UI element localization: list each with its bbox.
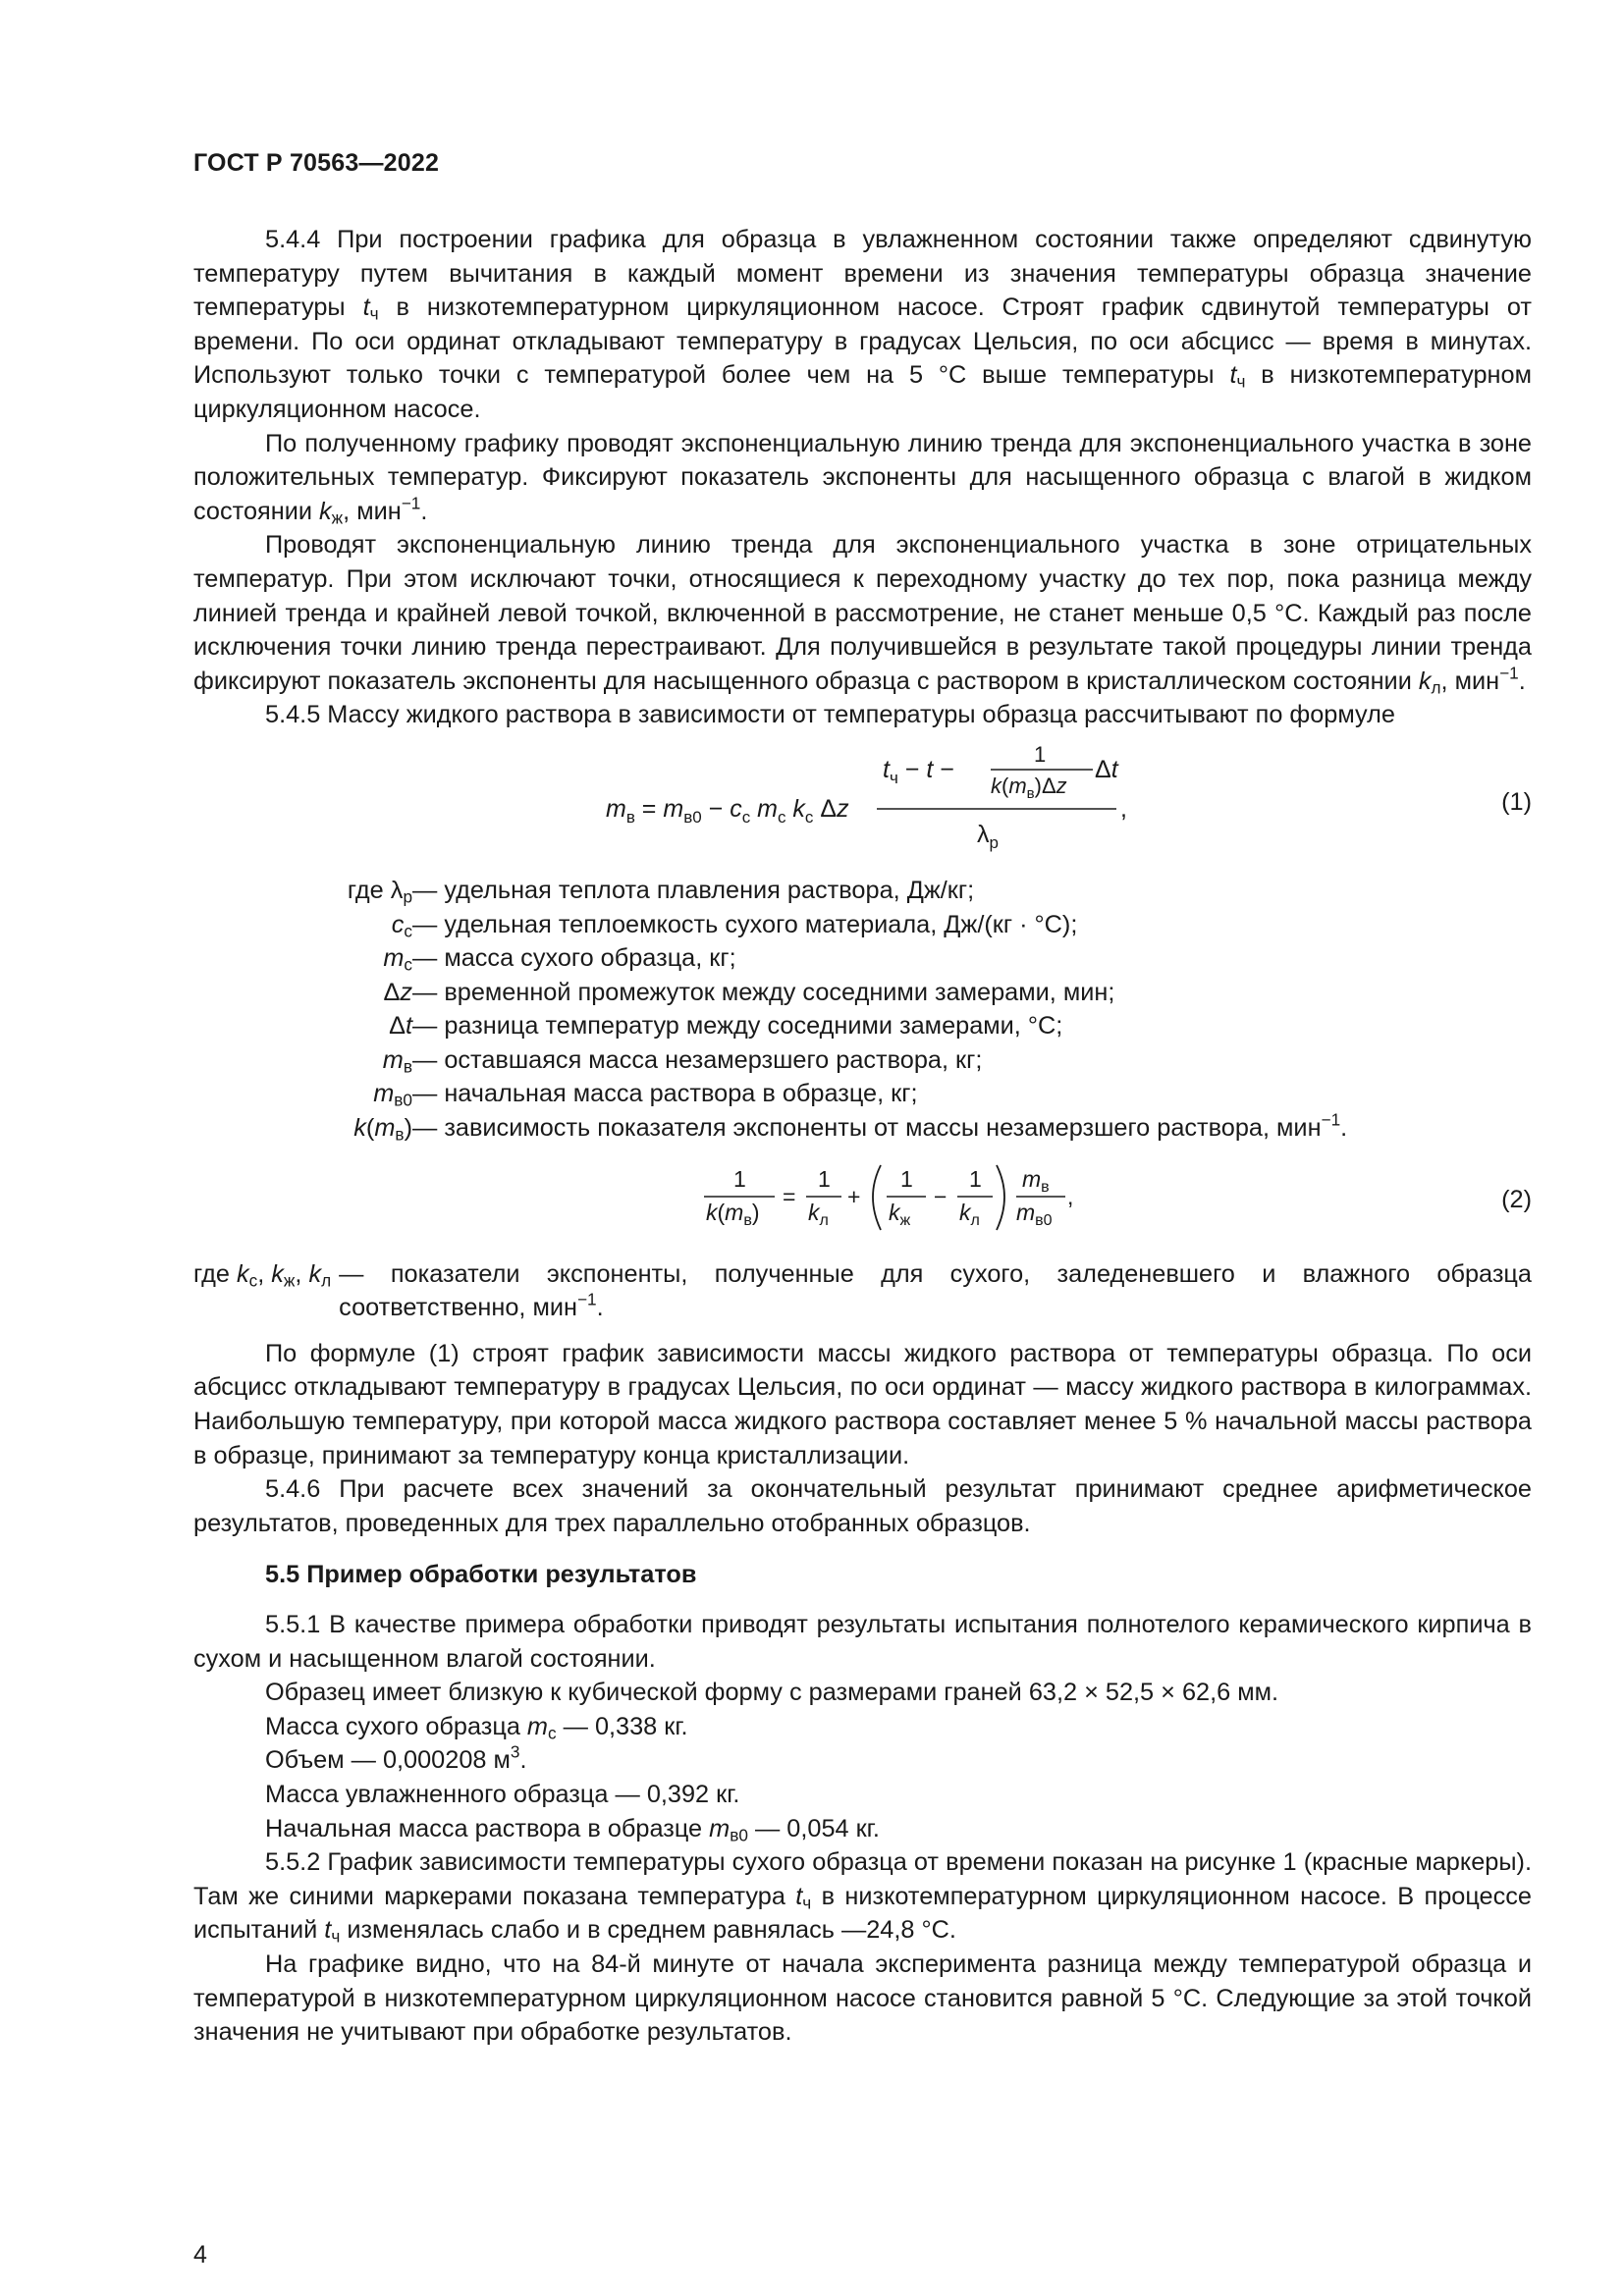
svg-text:,: , — [1067, 1183, 1074, 1209]
svg-text:Δt: Δt — [1095, 755, 1118, 783]
document-page — [193, 0, 1532, 2296]
where-item: где $k_с$, $k_ж$, $k_л$ — показатели экспоненты, полученные для сухого, заледеневшего и влажного образца соответственно, мин$^{-1}$. — [193, 1259, 1532, 1322]
volume-line: Объем — 0,000208 $м^3$. — [265, 1742, 527, 1775]
svg-text:kл: $k_л$ — [808, 1199, 829, 1229]
svg-text:1: 1 — [969, 1165, 982, 1192]
paragraph-trend-positive: По полученному графику проводят экспоненциальную линию тренда для экспоненциального участка в зоне положительных температур. Фиксируют показатель экспоненты для насыщенного образца с влагой в жидком состоянии $k_ж$, мин$^{-1}$. — [193, 429, 1532, 528]
where-item: $m_с$ — масса сухого образца, кг; — [383, 944, 736, 975]
dry-mass-line: Масса сухого образца $m_с$ — 0,338 кг. — [265, 1712, 688, 1743]
svg-text:tч − t −: $t_ч - t$ − — [883, 755, 954, 787]
section-heading-5-5: 5.5 Пример обработки результатов — [265, 1561, 697, 1589]
where-item: $m_в$ — оставшаяся масса незамерзшего раствора, кг; — [382, 1045, 983, 1077]
svg-text:1: 1 — [900, 1165, 913, 1192]
document-body — [193, 223, 1532, 2050]
svg-text:,: , — [1120, 794, 1127, 823]
svg-text:mв0: $m_{в0}$ — [1016, 1199, 1053, 1229]
paragraph-5-4-6: 5.4.6 При расчете всех значений за окончательный результат принимают среднее арифметическое результатов, проведенных для трех параллельно отобранных образцов. — [193, 1475, 1532, 1537]
svg-text:mв = mв0 − cс mс kс Δz: $m_в = m_{в0} - c_с$ $m_с$ $k_с$ Δz — [606, 794, 849, 827]
equation-1 — [193, 742, 1532, 866]
paragraph-5-4-5: 5.4.5 Массу жидкого раствора в зависимости от температуры образца рассчитывают по формуле — [265, 701, 1395, 729]
svg-text:−: − — [934, 1183, 947, 1209]
svg-text:1: 1 — [1034, 741, 1047, 767]
paragraph-graph-observation: На графике видно, что на 84-й минуте от начала эксперимента разница между температурой образца и температурой в низкотемпературном циркуляционном насосе становится равной 5 °C. Следующие за этой точкой значения не учитывают при обработке результатов. — [193, 1949, 1532, 2047]
equation-2-number: (2) — [1501, 1185, 1532, 1213]
equation-1-number: (1) — [1501, 787, 1532, 816]
page-number: 4 — [193, 2241, 207, 2269]
where-item: $m_{в0}$ — начальная масса раствора в образце, кг; — [373, 1080, 918, 1110]
paragraph-5-5-1: 5.5.1 В качестве примера обработки приводят результаты испытания полнотелого керамического кирпича в сухом и насыщенном влагой состоянии. — [193, 1611, 1532, 1673]
standard-id-header: ГОСТ Р 70563—2022 — [193, 149, 440, 177]
where-item: $k(m_в)$ — зависимость показателя экспоненты от массы незамерзшего раствора, мин$^{-1}$. — [353, 1109, 1348, 1145]
svg-text:+: + — [847, 1183, 861, 1209]
svg-text:mв: $m_в$ — [1022, 1165, 1050, 1196]
svg-text:k(mв)Δz: $k(m_в)\Delta z$ — [991, 773, 1067, 802]
paragraph-5-5-2: 5.5.2 График зависимости температуры сухого образца от времени показан на рисунке 1 (красные маркеры). Там же синими маркерами показана температура $t_ч$ в низкотемпературном циркуляционном насосе. В процессе испытаний $t_ч$ изменялась слабо и в среднем равнялась —24,8 °C. — [193, 1848, 1532, 1947]
svg-text:1: 1 — [818, 1165, 831, 1192]
paragraph-5-4-4: 5.4.4 При построении графика для образца в увлажненном состоянии также определяют сдвинутую температуру путем вычитания в каждый момент времени из значения температуры образца значение температуры $t_ч$ в низкотемпературном циркуляционном насосе. Строят график сдвинутой температуры от времени. По оси ординат откладывают температуру в градусах Цельсия, по оси абсцисс — время в минутах. Используют только точки с температурой более чем на 5 °C выше температуры $t_ч$ в низкотемпературном циркуляционном насосе. — [193, 226, 1532, 423]
equation-2-formula — [665, 1159, 1431, 1238]
where-item: где $\lambda_р$ — удельная теплота плавления раствора, Дж/кг; — [347, 876, 975, 907]
where-list-2 — [193, 1257, 1532, 1325]
svg-text:k(mв): $k(m_в)$ — [706, 1199, 760, 1229]
where-item: Δz — временной промежуток между соседними замерами, мин; — [383, 978, 1115, 1006]
equation-1-formula — [606, 742, 1372, 866]
paragraph-formula1-graph: По формуле (1) строят график зависимости массы жидкого раствора от температуры образца. По оси абсцисс откладывают температуру в градусах Цельсия, по оси ординат — массу жидкого раствора в килограммах. Наибольшую температуру, при которой масса жидкого раствора составляет менее 5 % начальной массы раствора в образце, принимают за температуру конца кристаллизации. — [193, 1339, 1532, 1469]
svg-text:λр: $\lambda_р$ — [977, 820, 999, 852]
sample-shape-line: Образец имеет близкую к кубической форму с размерами граней 63,2 × 52,5 × 62,6 мм. — [265, 1679, 1279, 1707]
where-item: Δt — разница температур между соседними замерами, °C; — [389, 1012, 1063, 1041]
svg-text:kл: $k_л$ — [959, 1199, 980, 1229]
svg-text:=: = — [783, 1183, 796, 1209]
initial-mass-line: Начальная масса раствора в образце $m_{в0}$ — 0,054 кг. — [265, 1814, 880, 1844]
svg-text:kж: $k_ж$ — [889, 1199, 911, 1229]
equation-2 — [193, 1159, 1532, 1238]
wet-mass-line: Масса увлажненного образца — 0,392 кг. — [265, 1780, 740, 1808]
svg-text:1: 1 — [733, 1165, 746, 1192]
paragraph-trend-negative: Проводят экспоненциальную линию тренда для экспоненциального участка в зоне отрицательных температур. При этом исключают точки, относящиеся к переходному участку до тех пор, пока разница между линией тренда и крайней левой точкой, включенной в рассмотрение, не станет меньше 0,5 °C. Каждый раз после исключения точки линию тренда перестраивают. Для получившейся в результате такой процедуры линии тренда фиксируют показатель экспоненты для насыщенного образца с раствором в кристаллическом состоянии $k_л$, мин$^{-1}$. — [193, 531, 1532, 698]
where-item: $c_с$ — удельная теплоемкость сухого материала, Дж/(кг · °C); — [391, 910, 1078, 940]
where-list-1 — [193, 874, 1532, 1146]
